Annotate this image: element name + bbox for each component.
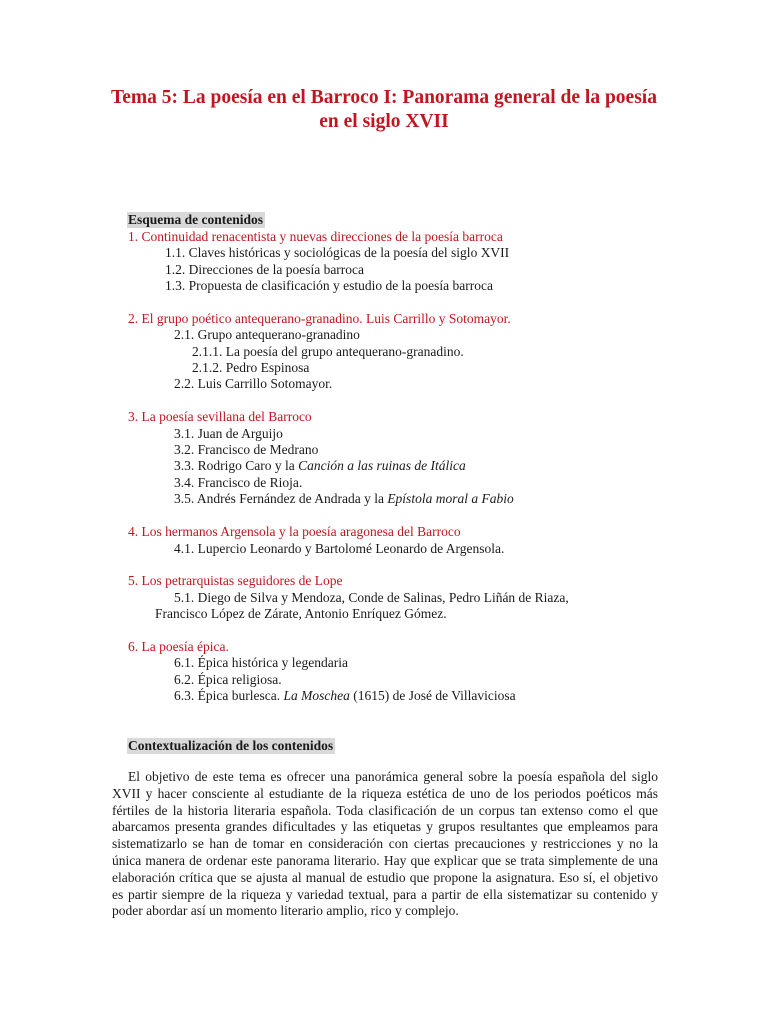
outline-item: 6.1. Épica histórica y legendaria	[174, 655, 348, 670]
outline-subitem: 2.1.1. La poesía del grupo antequerano-granadino.	[192, 344, 464, 359]
outline-subitem: 2.1.2. Pedro Espinosa	[192, 360, 310, 375]
work-title: Canción a las ruinas de Itálica	[298, 458, 466, 473]
outline-item: 5.1. Diego de Silva y Mendoza, Conde de Salinas, Pedro Liñán de Riaza,	[174, 590, 569, 605]
outline-item: 3.1. Juan de Arguijo	[174, 426, 283, 441]
work-title: La Moschea	[283, 688, 350, 703]
section-heading: 4. Los hermanos Argensola y la poesía aragonesa del Barroco	[128, 524, 461, 539]
outline-item: 2.2. Luis Carrillo Sotomayor.	[174, 376, 333, 391]
section-heading: 1. Continuidad renacentista y nuevas direcciones de la poesía barroca	[128, 229, 503, 244]
section-heading: 6. La poesía épica.	[128, 639, 229, 654]
outline-item: 3.2. Francisco de Medrano	[174, 442, 319, 457]
outline-header: Esquema de contenidos	[128, 212, 264, 227]
outline-item: 6.2. Épica religiosa.	[174, 672, 282, 687]
outline-item-text: 3.3. Rodrigo Caro y la	[174, 458, 299, 473]
outline-item: 1.2. Direcciones de la poesía barroca	[165, 262, 365, 277]
outline-item	[174, 491, 514, 507]
context-header: Contextualización de los contenidos	[128, 738, 334, 753]
document-title: Tema 5: La poesía en el Barroco I: Panorama general de la poesía en el siglo XVII	[111, 87, 657, 132]
outline-item-continuation: Francisco López de Zárate, Antonio Enríquez Gómez.	[155, 606, 447, 621]
outline-item-text: 6.3. Épica burlesca.	[174, 688, 284, 703]
section-heading: 3. La poesía sevillana del Barroco	[128, 409, 312, 424]
outline-item: 3.4. Francisco de Rioja.	[174, 475, 303, 490]
section-heading: 2. El grupo poético antequerano-granadino. Luis Carrillo y Sotomayor.	[128, 311, 511, 326]
context-paragraph: El objetivo de este tema es ofrecer una panorámica general sobre la poesía española del siglo XVII y hacer consciente al estudiante de la riqueza estética de uno de los periodos poéticos más fértiles de la historia literaria española. Toda clasificación de un corpus tan extenso como el que abarcamos presenta grandes dificultades y las etiquetas y grupos resultantes que empleamos para sistematizarlo se han de tomar en consideración con ciertas precauciones y restricciones y no la única manera de ordenar este panorama literario. Hay que explicar que se trata simplemente de una elaboración crítica que se ajusta al manual de estudio que propone la asignatura. Eso sí, el objetivo es partir siempre de la riqueza y variedad textual, para a partir de ella sistematizar su contenido y poder abordar así un momento literario amplio, rico y complejo.	[112, 769, 658, 919]
outline-item: 1.3. Propuesta de clasificación y estudio de la poesía barroca	[165, 278, 494, 293]
outline-item: 2.1. Grupo antequerano-granadino	[174, 327, 360, 342]
outline-item	[174, 688, 516, 704]
work-title: Epístola moral a Fabio	[387, 491, 514, 506]
outline-item-text: (1615) de José de Villaviciosa	[349, 688, 516, 703]
outline-item: 1.1. Claves históricas y sociológicas de la poesía del siglo XVII	[165, 245, 510, 260]
outline-item: 4.1. Lupercio Leonardo y Bartolomé Leonardo de Argensola.	[174, 541, 505, 556]
outline-item-text: 3.5. Andrés Fernández de Andrada y la	[174, 491, 388, 506]
section-heading: 5. Los petrarquistas seguidores de Lope	[128, 573, 343, 588]
outline-item	[174, 458, 466, 474]
